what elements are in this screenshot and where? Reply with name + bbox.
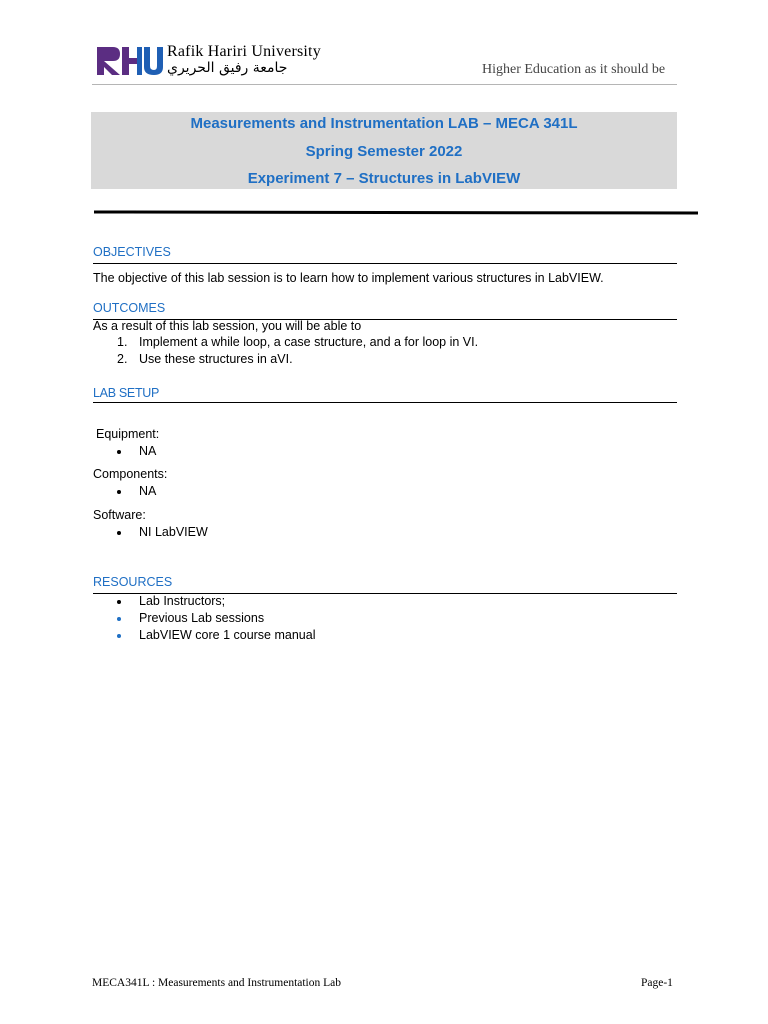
bullet-icon	[117, 617, 121, 621]
lab-setup-heading: LAB SETUP	[93, 386, 160, 400]
header-divider	[92, 84, 677, 85]
course-title: Measurements and Instrumentation LAB – MECA 341L	[190, 115, 578, 132]
experiment-title: Experiment 7 – Structures in LabVIEW	[247, 170, 521, 187]
tagline: Higher Education as it should be	[482, 62, 666, 77]
footer-page-number: Page-1	[641, 977, 673, 989]
bullet-icon	[117, 600, 121, 604]
bullet-icon	[117, 634, 121, 638]
outcomes-intro: As a result of this lab session, you will be able to	[93, 319, 362, 333]
components-item: NA	[139, 484, 157, 498]
semester-title: Spring Semester 2022	[305, 143, 463, 160]
bullet-icon	[117, 490, 121, 494]
rhu-logo	[97, 44, 163, 78]
equipment-item: NA	[139, 444, 157, 458]
footer-course: MECA341L : Measurements and Instrumentation Lab	[92, 977, 342, 989]
objectives-text: The objective of this lab session is to learn how to implement various structures in LabVIEW.	[93, 271, 604, 285]
equipment-label: Equipment:	[96, 427, 160, 441]
resource-item: Lab Instructors;	[139, 594, 226, 608]
outcome-number: 1.	[117, 335, 128, 349]
components-label: Components:	[93, 467, 168, 481]
outcomes-heading: OUTCOMES	[93, 301, 166, 315]
resource-item: LabVIEW core 1 course manual	[139, 628, 316, 642]
bullet-icon	[117, 450, 121, 454]
objectives-rule	[93, 263, 677, 264]
outcome-item: Use these structures in aVI.	[139, 352, 293, 366]
objectives-heading: OBJECTIVES	[93, 245, 171, 259]
university-name-en: Rafik Hariri University	[167, 43, 321, 60]
resource-item: Previous Lab sessions	[139, 611, 265, 625]
university-name-ar: جامعة رفيق الحريري	[167, 60, 288, 76]
resources-heading: RESOURCES	[93, 575, 173, 589]
bullet-icon	[117, 531, 121, 535]
outcome-item: Implement a while loop, a case structure, and a for loop in VI.	[139, 335, 479, 349]
software-label: Software:	[93, 508, 146, 522]
software-item: NI LabVIEW	[139, 525, 208, 539]
title-block	[91, 112, 677, 189]
outcome-number: 2.	[117, 352, 128, 366]
lab-setup-rule	[93, 402, 677, 403]
title-divider	[94, 210, 698, 214]
